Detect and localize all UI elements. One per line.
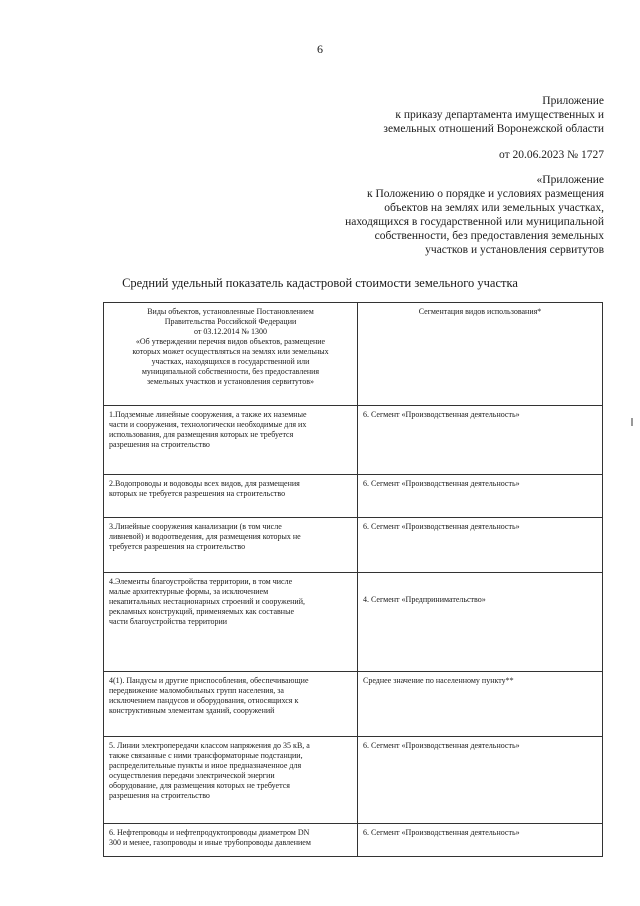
segment-cell: Среднее значение по населенному пункту** (358, 672, 603, 737)
annex-date-line: от 20.06.2023 № 1727 (499, 149, 604, 161)
annex-header-line: Приложение (542, 95, 604, 107)
header-segmentation: Сегментация видов использования* (358, 303, 603, 406)
table-row (104, 573, 603, 672)
object-type-cell: 1.Подземные линейные сооружения, а также их наземные части и сооружения, технологически необходимые для их использования, для размещения которых не требуется разрешения на строительство (104, 406, 358, 475)
regulation-header-line: собственности, без предоставления земельных (374, 230, 604, 242)
annex-header-line: к приказу департамента имущественных и (395, 109, 604, 121)
regulation-header-line: участков и установления сервитутов (425, 244, 604, 256)
cadastral-value-table (103, 302, 603, 857)
page-number: 6 (317, 42, 323, 56)
regulation-header-line: находящихся в государственной или муниципальной (345, 216, 604, 228)
table-row (104, 672, 603, 737)
object-type-cell: 4(1). Пандусы и другие приспособления, обеспечивающие передвижение маломобильных групп населения, за исключением пандусов и оборудования, относящихся к конструктивным элементам зданий, сооружений (104, 672, 358, 737)
segment-cell: 6. Сегмент «Производственная деятельность» (358, 518, 603, 573)
object-type-cell: 2.Водопроводы и водоводы всех видов, для размещения которых не требуется разрешения на строительство (104, 475, 358, 518)
document-title: Средний удельный показатель кадастровой стоимости земельного участка (122, 276, 518, 290)
annex-date (499, 148, 604, 162)
object-type-cell: 4.Элементы благоустройства территории, в том числе малые архитектурные формы, за исключением некапитальных нестационарных строений и сооружений, рекламных конструкций, применяемых как составные части благоустройства территории (104, 573, 358, 672)
table-header-row (104, 303, 603, 406)
regulation-header (345, 173, 604, 257)
segment-cell: 6. Сегмент «Производственная деятельность» (358, 475, 603, 518)
segment-cell: 4. Сегмент «Предпринимательство» (358, 573, 603, 672)
table-row (104, 475, 603, 518)
object-type-cell: 6. Нефтепроводы и нефтепродуктопроводы диаметром DN 300 и менее, газопроводы и иные трубопроводы давлением (104, 824, 358, 857)
regulation-header-line: «Приложение (536, 174, 604, 186)
table-row (104, 737, 603, 824)
annex-header (383, 94, 604, 136)
scan-edge-mark (631, 418, 633, 426)
header-object-types: Виды объектов, установленные Постановлением Правительства Российской Федерации от 03.12.2014 № 1300 «Об утверждении перечня видов объектов, размещение которых может осуществляться на землях или земельных участках, находящихся в государственной или муниципальной собственности, без предоставления земельных участков и установления сервитутов» (104, 303, 358, 406)
segment-cell: 6. Сегмент «Производственная деятельность» (358, 406, 603, 475)
object-type-cell: 5. Линии электропередачи классом напряжения до 35 кВ, а также связанные с ними трансформаторные подстанции, распределительные пункты и иное предназначенное для осуществления передачи электрической энергии оборудование, для размещения которых не требуется разрешения на строительство (104, 737, 358, 824)
regulation-header-line: объектов на землях или земельных участках, (384, 202, 604, 214)
segment-cell: 6. Сегмент «Производственная деятельность» (358, 737, 603, 824)
segment-cell: 6. Сегмент «Производственная деятельность» (358, 824, 603, 857)
annex-header-line: земельных отношений Воронежской области (383, 123, 604, 135)
table-row (104, 518, 603, 573)
table-row (104, 824, 603, 857)
table-row (104, 406, 603, 475)
object-type-cell: 3.Линейные сооружения канализации (в том числе ливневой) и водоотведения, для размещения которых не требуется разрешения на строительство (104, 518, 358, 573)
regulation-header-line: к Положению о порядке и условиях размещения (367, 188, 604, 200)
